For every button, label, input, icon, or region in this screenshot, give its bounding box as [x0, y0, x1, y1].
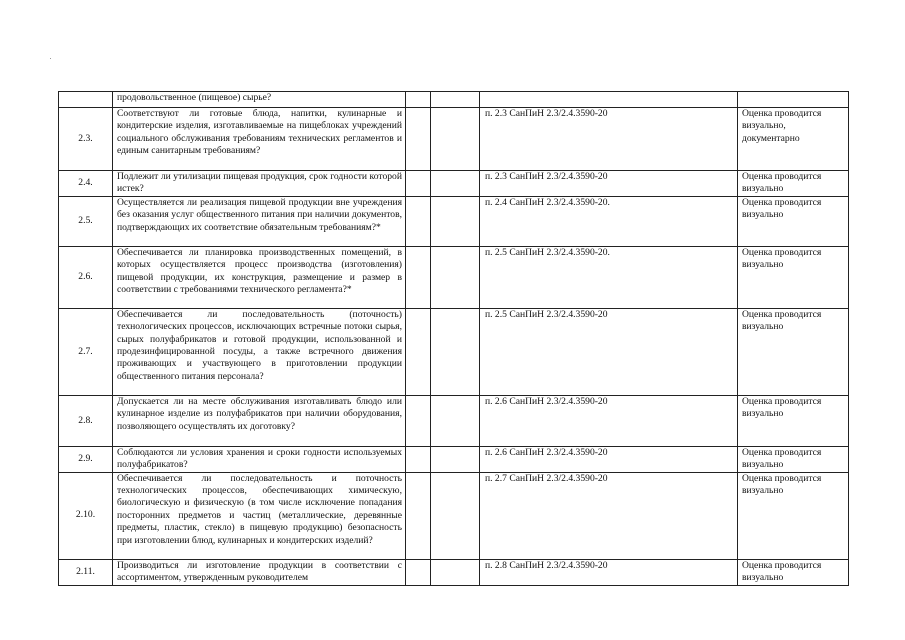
answer-cell-no	[431, 472, 480, 559]
row-number: 2.7.	[59, 308, 113, 395]
answer-cell-no	[431, 559, 480, 585]
answer-cell-no	[431, 92, 480, 108]
answer-cell-yes	[406, 108, 431, 171]
answer-cell-yes	[406, 472, 431, 559]
assessment-method: Оценка проводится визуально	[738, 446, 849, 472]
answer-cell-yes	[406, 246, 431, 308]
assessment-method: Оценка проводится визуально	[738, 196, 849, 246]
regulation-reference: п. 2.8 СанПиН 2.3/2.4.3590-20	[480, 559, 738, 585]
assessment-method	[738, 92, 849, 108]
requirement-question: Осуществляется ли реализация пищевой продукции вне учреждения без оказания услуг общественного питания при наличии документов, подтверждающих их соответствие обязательным требованиям?*	[113, 196, 406, 246]
assessment-method: Оценка проводится визуально	[738, 472, 849, 559]
regulation-reference: п. 2.3 СанПиН 2.3/2.4.3590-20	[480, 171, 738, 197]
requirement-question: Допускается ли на месте обслуживания изготавливать блюдо или кулинарное изделие из полуфабрикатов при наличии оборудования, позволяющего осуществлять их доготовку?	[113, 395, 406, 446]
table-row	[59, 446, 849, 472]
regulation-reference: п. 2.5 СанПиН 2.3/2.4.3590-20.	[480, 246, 738, 308]
regulation-reference: п. 2.6 СанПиН 2.3/2.4.3590-20	[480, 446, 738, 472]
row-number: 2.5.	[59, 196, 113, 246]
requirement-question: продовольственное (пищевое) сырье?	[113, 92, 406, 108]
requirement-question: Соответствуют ли готовые блюда, напитки, кулинарные и кондитерские изделия, изготавливаемые на пищеблоках учреждений социального обслуживания требованиям технических регламентов и единым санитарным требованиям?	[113, 108, 406, 171]
answer-cell-yes	[406, 196, 431, 246]
regulation-reference	[480, 92, 738, 108]
table-row	[59, 171, 849, 197]
checklist-table	[58, 91, 849, 586]
requirement-question: Производиться ли изготовление продукции в соответствии с ассортиментом, утвержденным руководителем	[113, 559, 406, 585]
assessment-method: Оценка проводится визуально	[738, 308, 849, 395]
answer-cell-no	[431, 246, 480, 308]
row-number: 2.6.	[59, 246, 113, 308]
row-number: 2.4.	[59, 171, 113, 197]
answer-cell-no	[431, 108, 480, 171]
row-number: 2.9.	[59, 446, 113, 472]
row-number: 2.3.	[59, 108, 113, 171]
answer-cell-no	[431, 446, 480, 472]
assessment-method: Оценка проводится визуально	[738, 171, 849, 197]
requirement-question: Соблюдаются ли условия хранения и сроки годности используемых полуфабрикатов?	[113, 446, 406, 472]
answer-cell-yes	[406, 92, 431, 108]
scan-speck	[50, 58, 51, 59]
table-row	[59, 395, 849, 446]
table-row	[59, 308, 849, 395]
table-row	[59, 559, 849, 585]
assessment-method: Оценка проводится визуально	[738, 395, 849, 446]
requirement-question: Обеспечивается ли последовательность (поточность) технологических процессов, исключающих встречные потоки сырья, сырых полуфабрикатов и готовой продукции, использованной и продезинфицированной посуды, а также встречного движения проживающих и участвующего в приготовлении продукции общественного питания персонала?	[113, 308, 406, 395]
row-number: 2.8.	[59, 395, 113, 446]
requirement-question: Обеспечивается ли планировка производственных помещений, в которых осуществляется процесс производства (изготовления) пищевой продукции, их конструкция, размещение и размер в соответствии с требованиями технического регламента?*	[113, 246, 406, 308]
answer-cell-no	[431, 196, 480, 246]
regulation-reference: п. 2.6 СанПиН 2.3/2.4.3590-20	[480, 395, 738, 446]
answer-cell-no	[431, 171, 480, 197]
assessment-method: Оценка проводится визуально	[738, 246, 849, 308]
row-number: 2.10.	[59, 472, 113, 559]
answer-cell-yes	[406, 395, 431, 446]
regulation-reference: п. 2.4 СанПиН 2.3/2.4.3590-20.	[480, 196, 738, 246]
table-row	[59, 108, 849, 171]
answer-cell-no	[431, 308, 480, 395]
regulation-reference: п. 2.5 СанПиН 2.3/2.4.3590-20	[480, 308, 738, 395]
answer-cell-yes	[406, 171, 431, 197]
table-row	[59, 196, 849, 246]
answer-cell-yes	[406, 559, 431, 585]
requirement-question: Обеспечивается ли последовательность и поточность технологических процессов, обеспечивающих химическую, биологическую и физическую (в том числе исключение попадания посторонних предметов и частиц (металлические, деревянные предметы, пластик, стекло) в пищевую продукцию) безопасность при изготовлении блюд, кулинарных и кондитерских изделий?	[113, 472, 406, 559]
regulation-reference: п. 2.7 СанПиН 2.3/2.4.3590-20	[480, 472, 738, 559]
table-row	[59, 472, 849, 559]
regulation-reference: п. 2.3 СанПиН 2.3/2.4.3590-20	[480, 108, 738, 171]
answer-cell-yes	[406, 446, 431, 472]
assessment-method: Оценка проводится визуально	[738, 559, 849, 585]
assessment-method: Оценка проводится визуально, документарно	[738, 108, 849, 171]
row-number: 2.11.	[59, 559, 113, 585]
table-row	[59, 246, 849, 308]
requirement-question: Подлежит ли утилизации пищевая продукция, срок годности которой истек?	[113, 171, 406, 197]
table-row	[59, 92, 849, 108]
answer-cell-no	[431, 395, 480, 446]
answer-cell-yes	[406, 308, 431, 395]
row-number	[59, 92, 113, 108]
